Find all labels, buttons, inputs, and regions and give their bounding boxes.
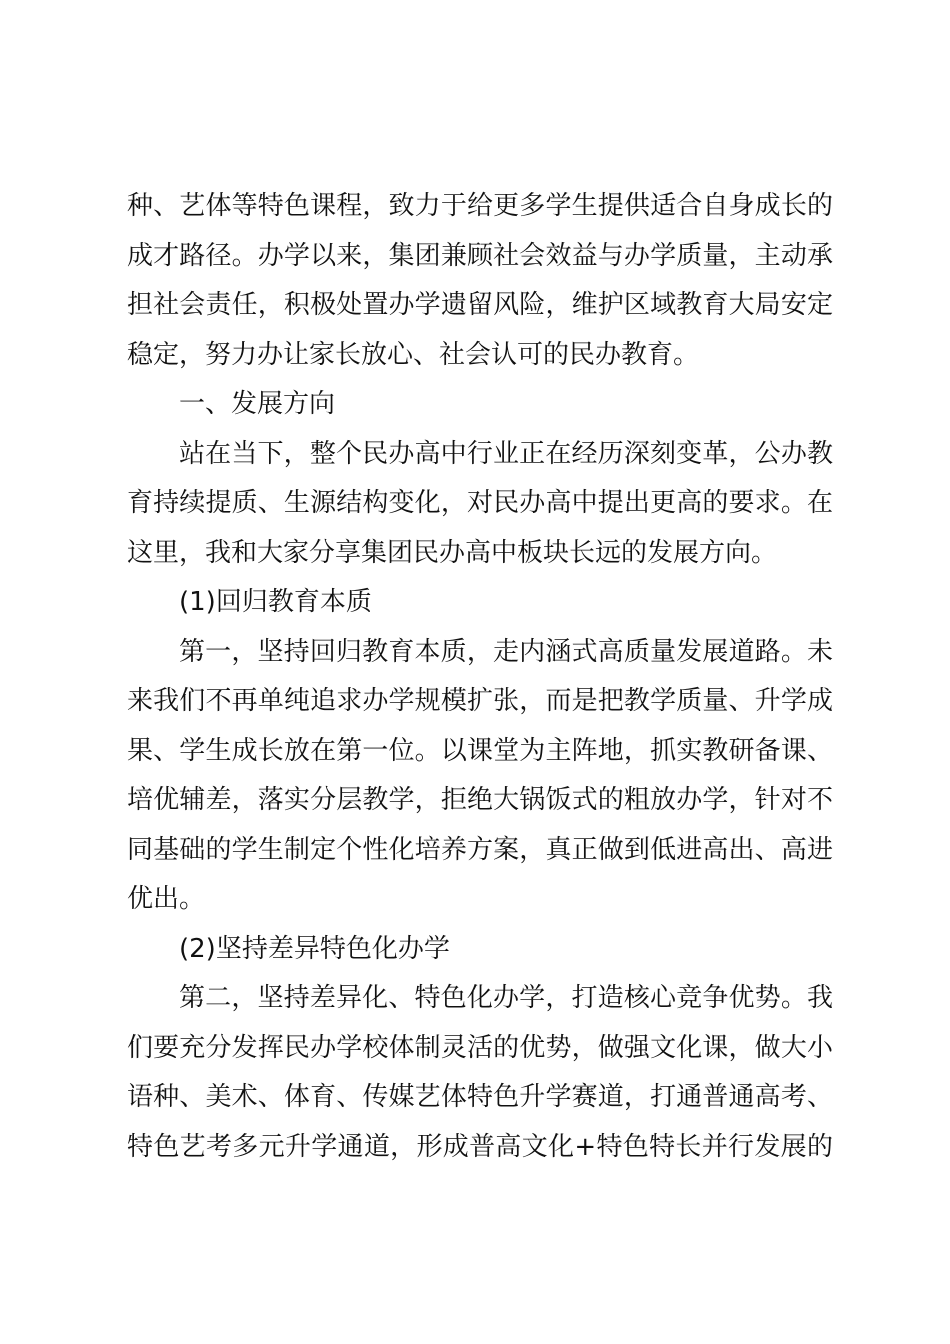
- text-line: 培优辅差，落实分层教学，拒绝大锅饭式的粗放办学，针对不: [127, 785, 833, 815]
- text-line: 第一，坚持回归教育本质，走内涵式高质量发展道路。未: [179, 636, 833, 667]
- text-line: 来我们不再单纯追求办学规模扩张，而是把教学质量、升学成: [127, 686, 833, 716]
- text-line: 语种、美术、体育、传媒艺体特色升学赛道，打通普通高考、: [127, 1082, 833, 1112]
- text-line: 第二，坚持差异化、特色化办学，打造核心竞争优势。我: [179, 983, 833, 1013]
- section-heading: 一、发展方向: [179, 389, 336, 419]
- text-line: 担社会责任，积极处置办学遗留风险，维护区域教育大局安定: [127, 290, 833, 320]
- text-line: 成才路径。办学以来，集团兼顾社会效益与办学质量，主动承: [127, 240, 833, 271]
- text-line: 们要充分发挥民办学校体制灵活的优势，做强文化课，做大小: [127, 1032, 833, 1063]
- text-line: 这里，我和大家分享集团民办高中板块长远的发展方向。: [127, 537, 778, 568]
- text-line: 同基础的学生制定个性化培养方案，真正做到低进高出、高进: [127, 834, 833, 865]
- subsection-heading: (2)坚持差异特色化办学: [179, 933, 450, 964]
- text-line: 特色艺考多元升学通道，形成普高文化+特色特长并行发展的: [127, 1131, 833, 1162]
- text-line: 优出。: [127, 884, 206, 914]
- text-line: 果、学生成长放在第一位。以课堂为主阵地，抓实教研备课、: [127, 735, 833, 766]
- text-line: 育持续提质、生源结构变化，对民办高中提出更高的要求。在: [127, 488, 833, 518]
- subsection-heading: (1)回归教育本质: [179, 587, 372, 617]
- document-body: [127, 182, 833, 1172]
- text-line: 种、艺体等特色课程，致力于给更多学生提供适合自身成长的: [127, 191, 833, 221]
- text-line: 稳定，努力办让家长放心、社会认可的民办教育。: [127, 339, 700, 370]
- text-line: 站在当下，整个民办高中行业正在经历深刻变革，公办教: [179, 438, 833, 469]
